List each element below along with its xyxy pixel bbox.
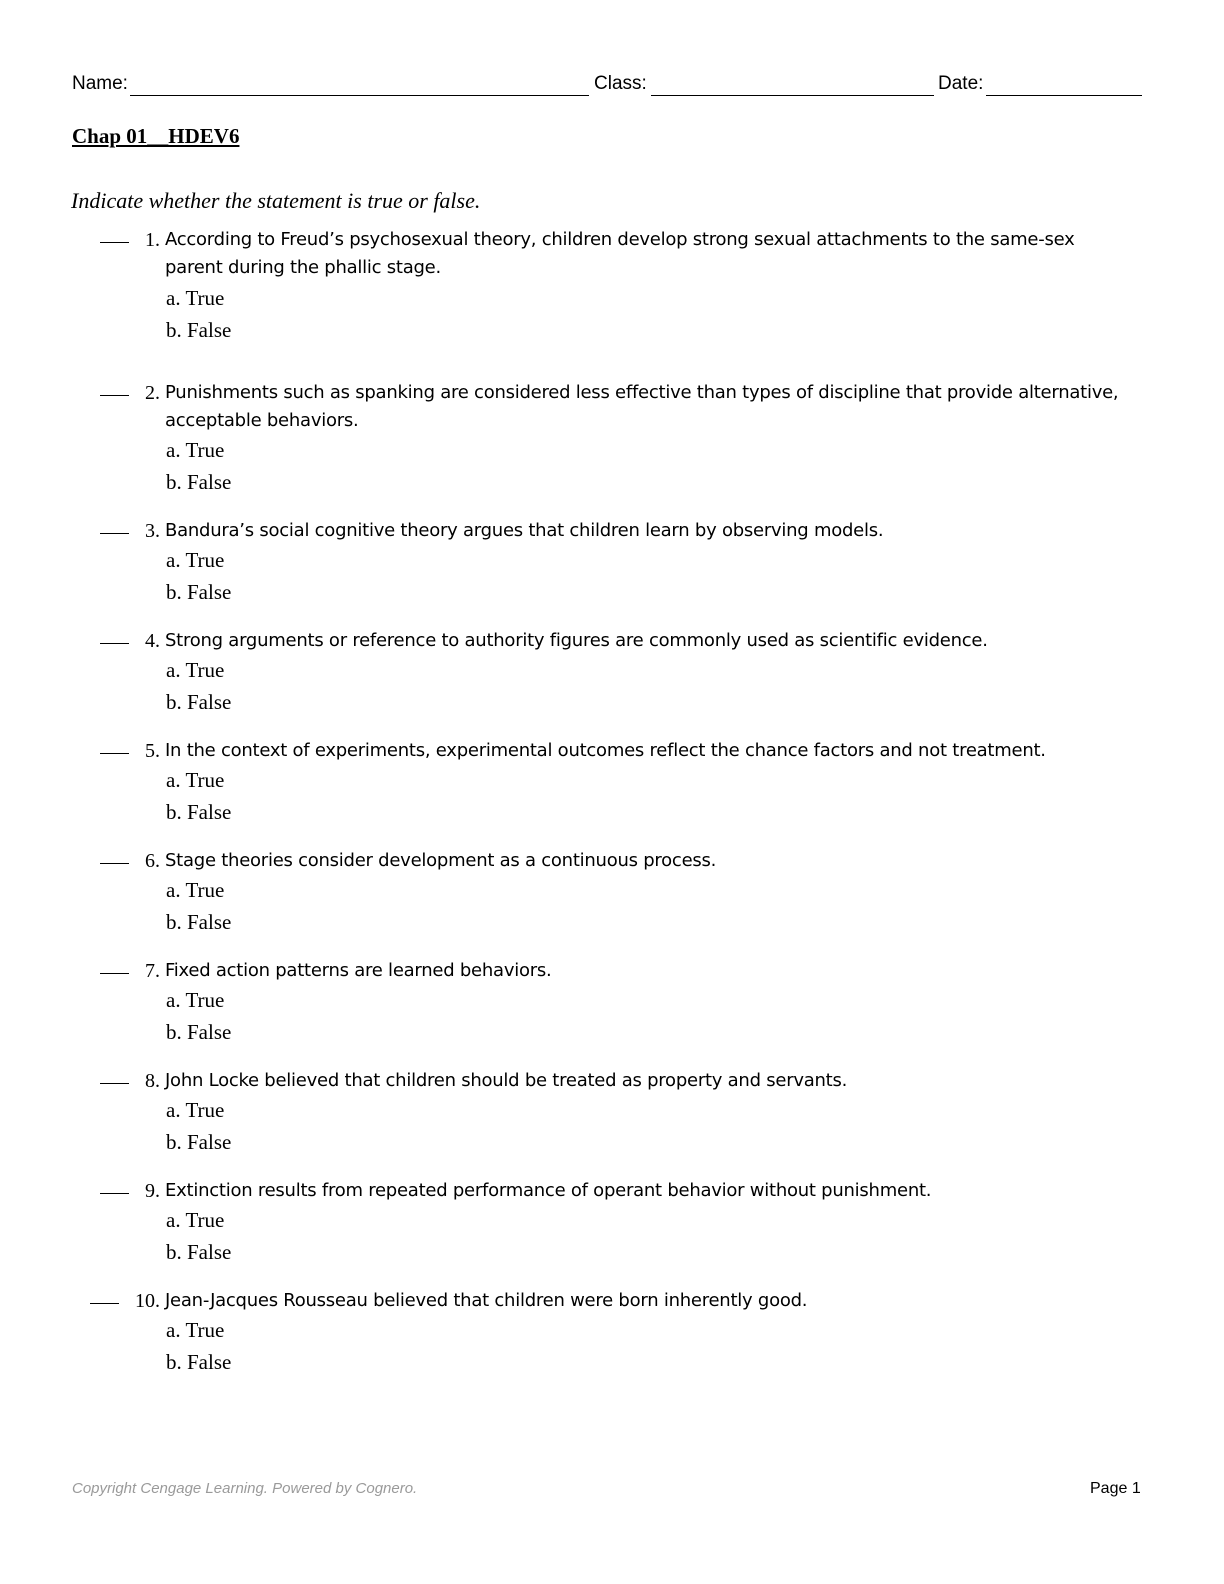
class-label: Class: xyxy=(594,73,647,94)
question-number: 4. xyxy=(145,630,160,652)
question-number: 5. xyxy=(145,740,160,762)
question-text: Strong arguments or reference to authority figures are commonly used as scientific evidence. xyxy=(165,630,988,651)
question-number: 3. xyxy=(145,520,160,542)
page-title: Chap 01__HDEV6 xyxy=(72,124,240,148)
option-true[interactable]: a. True xyxy=(166,878,225,902)
question-number: 8. xyxy=(145,1070,160,1092)
option-true[interactable]: a. True xyxy=(166,1208,225,1232)
option-false[interactable]: b. False xyxy=(166,318,232,342)
option-false[interactable]: b. False xyxy=(166,1020,232,1044)
option-true[interactable]: a. True xyxy=(166,988,225,1012)
option-false[interactable]: b. False xyxy=(166,1130,232,1154)
option-true[interactable]: a. True xyxy=(166,658,225,682)
option-true[interactable]: a. True xyxy=(166,1098,225,1122)
question-text: Stage theories consider development as a continuous process. xyxy=(165,850,717,871)
question-number: 2. xyxy=(145,382,160,404)
question-number: 1. xyxy=(145,229,160,251)
option-true[interactable]: a. True xyxy=(166,768,225,792)
option-false[interactable]: b. False xyxy=(166,910,232,934)
answer-blank[interactable] xyxy=(90,1287,119,1304)
option-false[interactable]: b. False xyxy=(166,1240,232,1264)
option-false[interactable]: b. False xyxy=(166,800,232,824)
question-text: According to Freud’s psychosexual theory, children develop strong sexual attachments to the same-sex parent during the phallic stage. xyxy=(165,229,1075,278)
question-text: Bandura’s social cognitive theory argues that children learn by observing models. xyxy=(165,520,884,541)
page-number: Page 1 xyxy=(1090,1480,1141,1497)
question-text: Fixed action patterns are learned behaviors. xyxy=(165,960,552,981)
student-info-header xyxy=(72,72,1142,98)
name-label: Name: xyxy=(72,73,128,94)
name-field[interactable] xyxy=(130,95,589,96)
option-true[interactable]: a. True xyxy=(166,1318,225,1342)
date-field[interactable] xyxy=(986,95,1142,96)
date-label: Date: xyxy=(938,73,984,94)
question-number: 9. xyxy=(145,1180,160,1202)
question-text: Punishments such as spanking are considered less effective than types of discipline that provide alternative, acceptable behaviors. xyxy=(165,382,1119,431)
question-text: Extinction results from repeated performance of operant behavior without punishment. xyxy=(165,1180,932,1201)
question-text: John Locke believed that children should be treated as property and servants. xyxy=(165,1070,848,1091)
option-true[interactable]: a. True xyxy=(166,438,225,462)
question-text: In the context of experiments, experimental outcomes reflect the chance factors and not treatment. xyxy=(165,740,1046,761)
option-false[interactable]: b. False xyxy=(166,690,232,714)
option-false[interactable]: b. False xyxy=(166,580,232,604)
question-number: 7. xyxy=(145,960,160,982)
option-true[interactable]: a. True xyxy=(166,286,225,310)
class-field[interactable] xyxy=(651,95,934,96)
option-true[interactable]: a. True xyxy=(166,548,225,572)
question-number: 6. xyxy=(145,850,160,872)
option-false[interactable]: b. False xyxy=(166,470,232,494)
instructions: Indicate whether the statement is true or false. xyxy=(71,188,481,213)
copyright-notice: Copyright Cengage Learning. Powered by Cognero. xyxy=(72,1480,418,1497)
option-false[interactable]: b. False xyxy=(166,1350,232,1374)
question-number: 10. xyxy=(135,1290,160,1312)
question-text: Jean-Jacques Rousseau believed that children were born inherently good. xyxy=(165,1290,808,1311)
